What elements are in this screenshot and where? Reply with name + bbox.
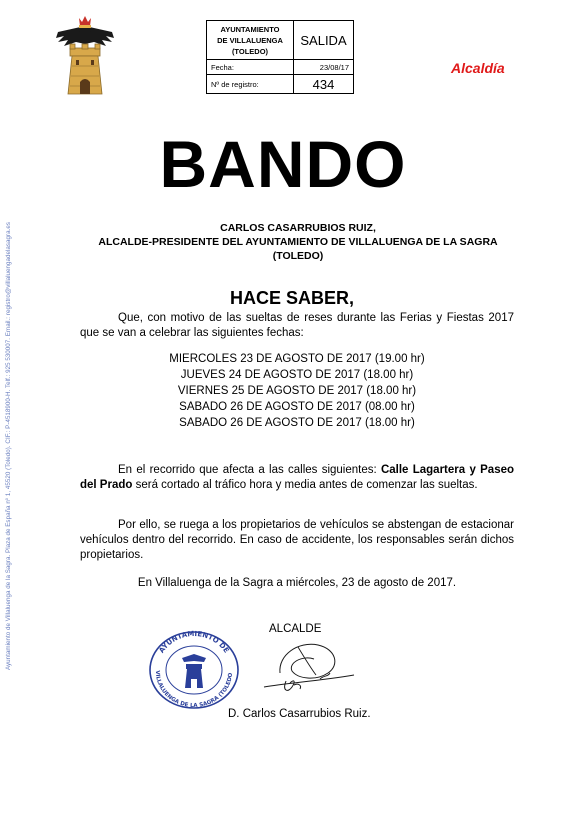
dates-list <box>80 351 514 431</box>
closing-line: En Villaluenga de la Sagra a miércoles, 23 de agosto de 2017. <box>137 577 457 589</box>
document-title: BANDO <box>159 127 407 201</box>
seal-bottom-text: VILLALUENGA DE LA SAGRA (TOLEDO <box>153 670 235 710</box>
request-paragraph: Por ello, se ruega a los propietarios de vehículos se abstengan de estacionar vehículos dentro del recorrido. En caso de accidente, los responsables serán dichos propietarios. <box>80 519 514 561</box>
registry-date-value: 23/08/17 <box>294 60 354 75</box>
coat-of-arms-icon <box>52 14 118 98</box>
registry-number-value: 434 <box>294 75 354 94</box>
issuer-province: (TOLEDO) <box>272 250 324 262</box>
registry-type: SALIDA <box>294 21 354 60</box>
registry-stamp <box>206 20 354 94</box>
date-item: SABADO 26 DE AGOSTO DE 2017 (18.00 hr) <box>179 417 415 429</box>
official-seal-icon <box>148 630 240 710</box>
issuer-name: CARLOS CASARRUBIOS RUIZ, <box>220 222 376 234</box>
issuer-block <box>60 221 536 263</box>
signature-role: ALCALDE <box>269 623 322 635</box>
department-label: Alcaldía <box>451 60 505 76</box>
route-paragraph: En el recorrido que afecta a las calles siguientes: Calle Lagartera y Paseo del Prado será cortado al tráfico hora y media antes de comenzar las sueltas. <box>80 464 515 491</box>
registry-number-label: Nº de registro: <box>207 75 294 94</box>
signer-name: D. Carlos Casarrubios Ruiz. <box>228 708 371 720</box>
date-item: SABADO 26 DE AGOSTO DE 2017 (08.00 hr) <box>179 401 415 413</box>
seal-top-text: AYUNTAMIENTO DE <box>157 630 231 655</box>
handwritten-signature <box>258 635 358 697</box>
registry-date-label: Fecha: <box>207 60 294 75</box>
announcement-heading: HACE SABER, <box>230 288 355 308</box>
route-streets: Calle Lagartera y Paseo del Prado <box>80 464 515 491</box>
date-item: JUEVES 24 DE AGOSTO DE 2017 (18.00 hr) <box>180 369 414 381</box>
side-address-text: Ayuntamiento de Villaluenga de la Sagra. Plaza de España nº 1, 45520 (Toledo). CIF.: P-4518900-H. Telf.: 925 530007. Email.: registro@villaluengadelasagra.es <box>5 221 12 671</box>
date-item: VIERNES 25 DE AGOSTO DE 2017 (18.00 hr) <box>177 385 417 397</box>
svg-text:AYUNTAMIENTO DE <box>158 630 231 655</box>
issuer-position: ALCALDE-PRESIDENTE DEL AYUNTAMIENTO DE VILLALUENGA DE LA SAGRA <box>98 236 498 248</box>
date-item: MIERCOLES 23 DE AGOSTO DE 2017 (19.00 hr) <box>169 353 425 365</box>
intro-paragraph: Que, con motivo de las sueltas de reses durante las Ferias y Fiestas 2017 que se van a celebrar las siguientes fechas: <box>80 312 514 339</box>
registry-office: AYUNTAMIENTO DE VILLALUENGA (TOLEDO) <box>207 21 294 60</box>
